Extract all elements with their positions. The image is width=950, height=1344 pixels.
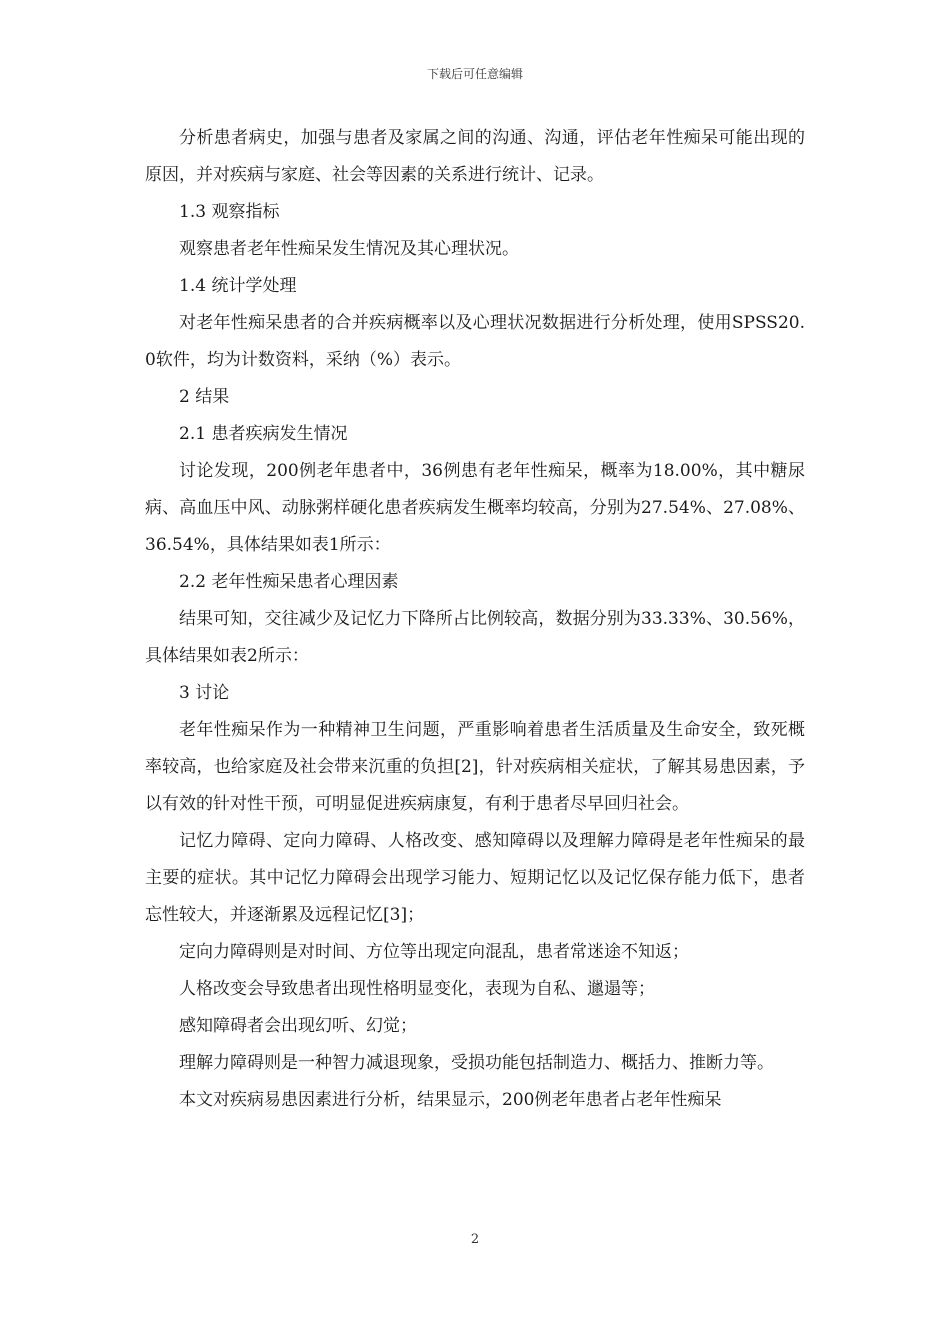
paragraph: 讨论发现，200例老年患者中，36例患有老年性痴呆，概率为18.00%，其中糖尿病、高血压中风、动脉粥样硬化患者疾病发生概率均较高，分别为27.54%、27.08%、36.54%，具体结果如表1所示： — [145, 461, 805, 555]
page-number: 2 — [470, 1232, 480, 1247]
paragraph: 理解力障碍则是一种智力减退现象，受损功能包括制造力、概括力、推断力等。 — [179, 1053, 774, 1073]
paragraph: 结果可知，交往减少及记忆力下降所占比例较高，数据分别为33.33%、30.56%，具体结果如表2所示： — [145, 609, 805, 666]
paragraph: 定向力障碍则是对时间、方位等出现定向混乱，患者常迷途不知返； — [179, 942, 689, 962]
page-header-note: 下载后可任意编辑 — [426, 67, 523, 81]
section-heading: 2.2 老年性痴呆患者心理因素 — [179, 572, 399, 592]
paragraph: 本文对疾病易患因素进行分析，结果显示，200例老年患者占老年性痴呆 — [179, 1090, 722, 1110]
section-heading: 2 结果 — [179, 387, 230, 407]
paragraph: 老年性痴呆作为一种精神卫生问题，严重影响着患者生活质量及生命安全，致死概率较高，也给家庭及社会带来沉重的负担[2]，针对疾病相关症状，了解其易患因素，予以有效的针对性干预，可明显促进疾病康复，有利于患者尽早回归社会。 — [145, 720, 805, 814]
section-heading: 3 讨论 — [179, 683, 230, 703]
paragraph: 记忆力障碍、定向力障碍、人格改变、感知障碍以及理解力障碍是老年性痴呆的最主要的症状。其中记忆力障碍会出现学习能力、短期记忆以及记忆保存能力低下，患者忘性较大，并逐渐累及远程记忆[3]； — [145, 831, 805, 925]
body-text — [145, 120, 805, 1119]
paragraph: 人格改变会导致患者出现性格明显变化，表现为自私、邋遢等； — [179, 979, 655, 999]
paragraph: 观察患者老年性痴呆发生情况及其心理状况。 — [179, 239, 519, 259]
paragraph: 对老年性痴呆患者的合并疾病概率以及心理状况数据进行分析处理，使用SPSS20.0软件，均为计数资料，采纳（%）表示。 — [145, 313, 805, 370]
section-heading: 1.4 统计学处理 — [179, 276, 297, 296]
paragraph: 感知障碍者会出现幻听、幻觉； — [179, 1016, 417, 1036]
section-heading: 1.3 观察指标 — [179, 202, 280, 222]
paragraph: 分析患者病史，加强与患者及家属之间的沟通、沟通，评估老年性痴呆可能出现的原因，并对疾病与家庭、社会等因素的关系进行统计、记录。 — [145, 128, 805, 185]
section-heading: 2.1 患者疾病发生情况 — [179, 424, 348, 444]
